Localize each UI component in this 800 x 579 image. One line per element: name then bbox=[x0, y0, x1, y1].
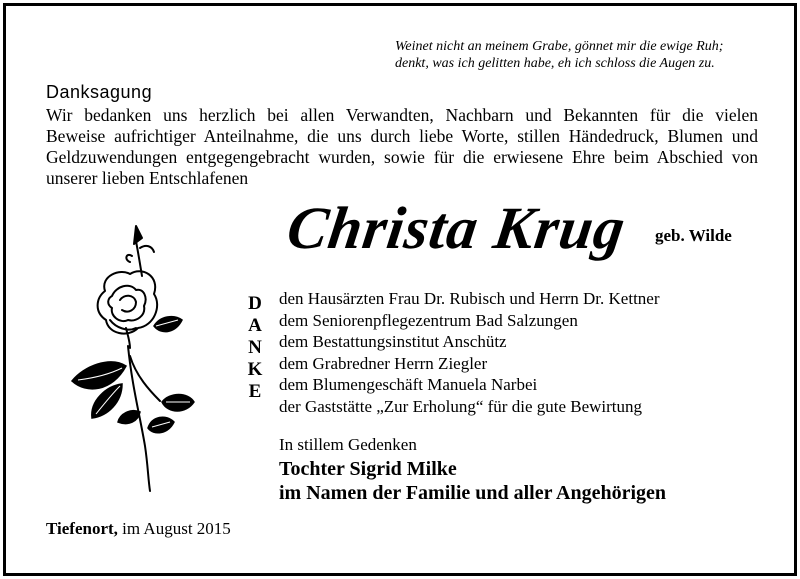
thanks-item: den Hausärzten Frau Dr. Rubisch und Herrn Dr. Kettner bbox=[279, 289, 660, 308]
memory-line: In stillem Gedenken bbox=[279, 435, 417, 454]
danke-letter: K bbox=[247, 359, 263, 380]
intro-line-2: Beweise aufrichtiger Anteilnahme, die uns durch liebe Worte, stillen Händedruck, Blumen und bbox=[46, 126, 758, 146]
birth-name: geb. Wilde bbox=[655, 226, 732, 245]
signer-family: im Namen der Familie und aller Angehörigen bbox=[279, 482, 667, 504]
place-date bbox=[46, 519, 231, 539]
danke-vertical bbox=[244, 293, 266, 403]
notice-heading: Danksagung bbox=[46, 82, 153, 102]
danke-letter: A bbox=[248, 315, 262, 336]
motto-line-1: Weinet nicht an meinem Grabe, gönnet mir die ewige Ruh; bbox=[395, 39, 724, 54]
intro-line-1: Wir bedanken uns herzlich bei allen Verwandten, Nachbarn und Bekannten für die vielen bbox=[46, 105, 758, 125]
intro-line-4: unserer lieben Entschlafenen bbox=[46, 168, 249, 188]
date-text: im August 2015 bbox=[122, 519, 231, 538]
intro-paragraph bbox=[46, 105, 758, 189]
intro-line-3: Geldzuwendungen entgegengebracht wurden, sowie für die erwiesene Ehre beim Abschied von bbox=[46, 147, 758, 167]
deceased-name: Christa Krug bbox=[283, 195, 630, 261]
danke-letter: D bbox=[248, 293, 262, 314]
signer-daughter: Tochter Sigrid Milke bbox=[279, 458, 457, 480]
thanks-item: dem Bestattungsinstitut Anschütz bbox=[279, 332, 507, 351]
thanks-item: dem Grabredner Herrn Ziegler bbox=[279, 353, 488, 373]
thanks-item: der Gaststätte „Zur Erholung“ für die gute Bewirtung bbox=[279, 396, 643, 416]
thanks-item: dem Seniorenpflegezentrum Bad Salzungen bbox=[279, 310, 578, 330]
rose-drawing-icon bbox=[50, 216, 200, 494]
thanks-list bbox=[279, 288, 660, 417]
motto-line-2: denkt, was ich gelitten habe, eh ich schloss die Augen zu. bbox=[395, 56, 715, 71]
danke-letter: N bbox=[248, 337, 262, 358]
danke-letter: E bbox=[248, 381, 262, 402]
memorial-motto bbox=[395, 38, 755, 72]
place-name: Tiefenort, bbox=[46, 519, 118, 538]
thanks-item: dem Blumengeschäft Manuela Narbei bbox=[279, 375, 538, 394]
